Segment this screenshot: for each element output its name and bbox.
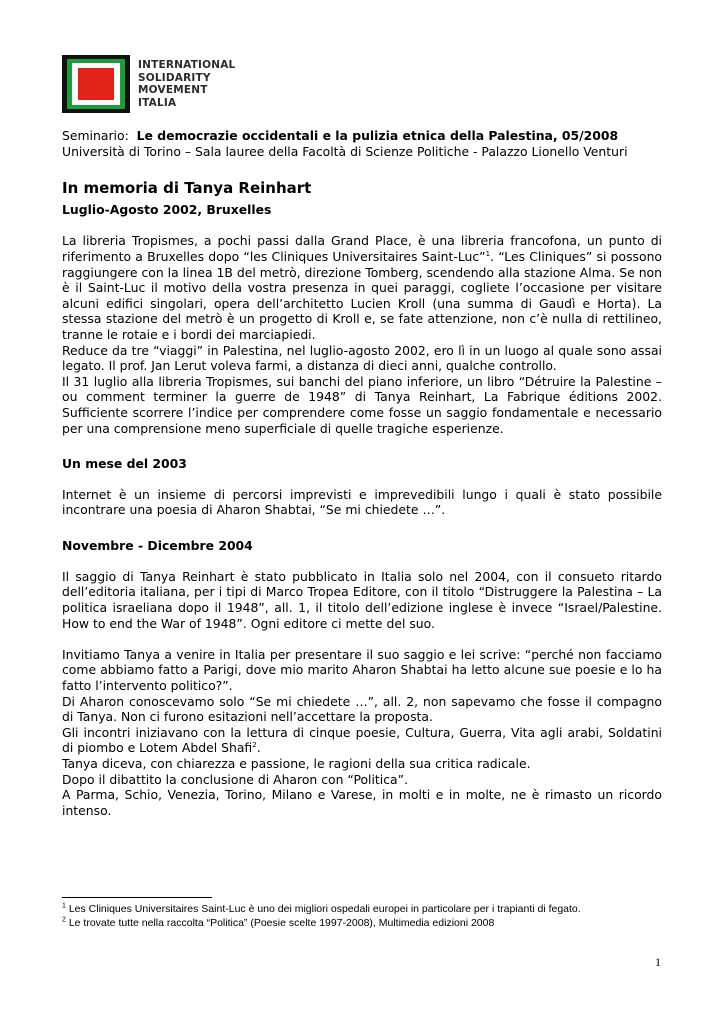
paragraph: Il 31 luglio alla libreria Tropismes, sui banchi del piano inferiore, un libro “Détruire la Palestine – ou comment terminer la guerre de 1948” di Tanya Reinhart, La Fabrique éditions 2002. Sufficiente scorrere l’indice per comprendere come fosse un saggio fondamentale e necessario per una comprensione meno superficiale di quelle tragiche esperienze.: [62, 373, 662, 436]
footnote-ref-1[interactable]: 1: [485, 249, 491, 258]
page-number: 1: [655, 955, 661, 969]
footnotes: [62, 903, 662, 930]
paragraph: A Parma, Schio, Venezia, Torino, Milano e Varese, in molti e in molte, ne è rimasto un ricordo intenso.: [62, 787, 662, 818]
page-title: In memoria di Tanya Reinhart: [62, 179, 312, 198]
ism-italia-logo: [62, 55, 242, 115]
paragraph: Reduce da tre “viaggi” in Palestina, nel luglio-agosto 2002, ero lì in un luogo al quale sono assai legato. Il prof. Jan Lerut voleva farmi, a distanza di dieci anni, qualche controllo.: [62, 342, 662, 374]
paragraph: Internet è un insieme di percorsi imprevisti e imprevedibili lungo i quali è stato possibile incontrare una poesia di Aharon Shabtai, “Se mi chiedete …”.: [62, 486, 662, 518]
paragraph: Invitiamo Tanya a venire in Italia per presentare il suo saggio e lei scrive: “perché non facciamo come abbiamo fatto a Parigi, dove mio marito Aharon Shabtai ha letto alcune sue poesie e lo ha fatto l’intervento politico?”.: [62, 646, 662, 693]
paragraph: Il saggio di Tanya Reinhart è stato pubblicato in Italia solo nel 2004, con il consueto ritardo dell’editoria italiana, per i tipi di Marco Tropea Editore, con il titolo “Distruggere la Palestina – La politica israeliana dopo il 1948”, all. 1, il titolo dell’edizione inglese è invece “Israel/Palestine. How to end the War of 1948”. Ogni editore ci mette del suo.: [62, 568, 662, 631]
paragraph: Gli incontri iniziavano con la lettura di cinque poesie, Cultura, Guerra, Vita agli arabi, Soldatini di piombo e Lotem Abdel Shafi$^2$.: [62, 724, 662, 756]
logo-text: INTERNATIONAL SOLIDARITY MOVEMENT ITALIA: [138, 59, 236, 109]
seminar-venue: Università di Torino – Sala lauree della Facoltà di Scienze Politiche - Palazzo Lionello Venturi: [62, 143, 628, 159]
footnote-divider: [62, 897, 212, 898]
footnote-2: $^2$ Le trovate tutte nella raccolta “Politica” (Poesie scelte 1997-2008), Multimedia edizioni 2008: [62, 916, 495, 929]
section-title-2004: Novembre - Dicembre 2004: [62, 537, 253, 553]
seminar-title: Le democrazie occidentali e la pulizia etnica della Palestina, 05/2008: [136, 128, 619, 143]
paragraph: Dopo il dibattito la conclusione di Aharon con “Politica”.: [62, 771, 408, 787]
paragraph: La libreria Tropismes, a pochi passi dalla Grand Place, è una libreria francofona, un punto di riferimento a Bruxelles dopo “les Cliniques Universitaires Saint-Luc”$^1$. “Les Cliniques” si possono raggiungere con la linea 1B del metrò, direzione Tomberg, scendendo alla stazione Alma. Se non è il Saint-Luc il motivo della vostra presenza in quei paraggi, cogliete l’occasione per visitare alcuni edifici singolari, opera dell’architetto Lucien Kroll (una summa di Gaudì e Horta). La stessa stazione del metrò è un progetto di Kroll e, se fate attenzione, non c’è nulla di rettilineo, tranne le rotaie e i bordi dei marciapiedi.: [62, 233, 662, 342]
footnote-ref-2[interactable]: 2: [252, 741, 257, 750]
logo-flag-icon: [62, 55, 130, 113]
seminar-line: Seminario: Le democrazie occidentali e la pulizia etnica della Palestina, 05/2008: [62, 128, 619, 143]
section-title-2003: Un mese del 2003: [62, 455, 187, 471]
section-title-2002: Luglio-Agosto 2002, Bruxelles: [62, 202, 272, 218]
paragraph: Tanya diceva, con chiarezza e passione, le ragioni della sua critica radicale.: [62, 755, 531, 771]
paragraph: Di Aharon conoscevamo solo “Se mi chiedete …”, all. 2, non sapevamo che fosse il compagno di Tanya. Non ci furono esitazioni nell’accettare la proposta.: [62, 693, 662, 725]
main-content: [62, 128, 662, 818]
footnote-1: $^1$ Les Cliniques Universitaires Saint-Luc è uno dei migliori ospedali europei in particolare per i trapianti di fegato.: [62, 902, 581, 915]
